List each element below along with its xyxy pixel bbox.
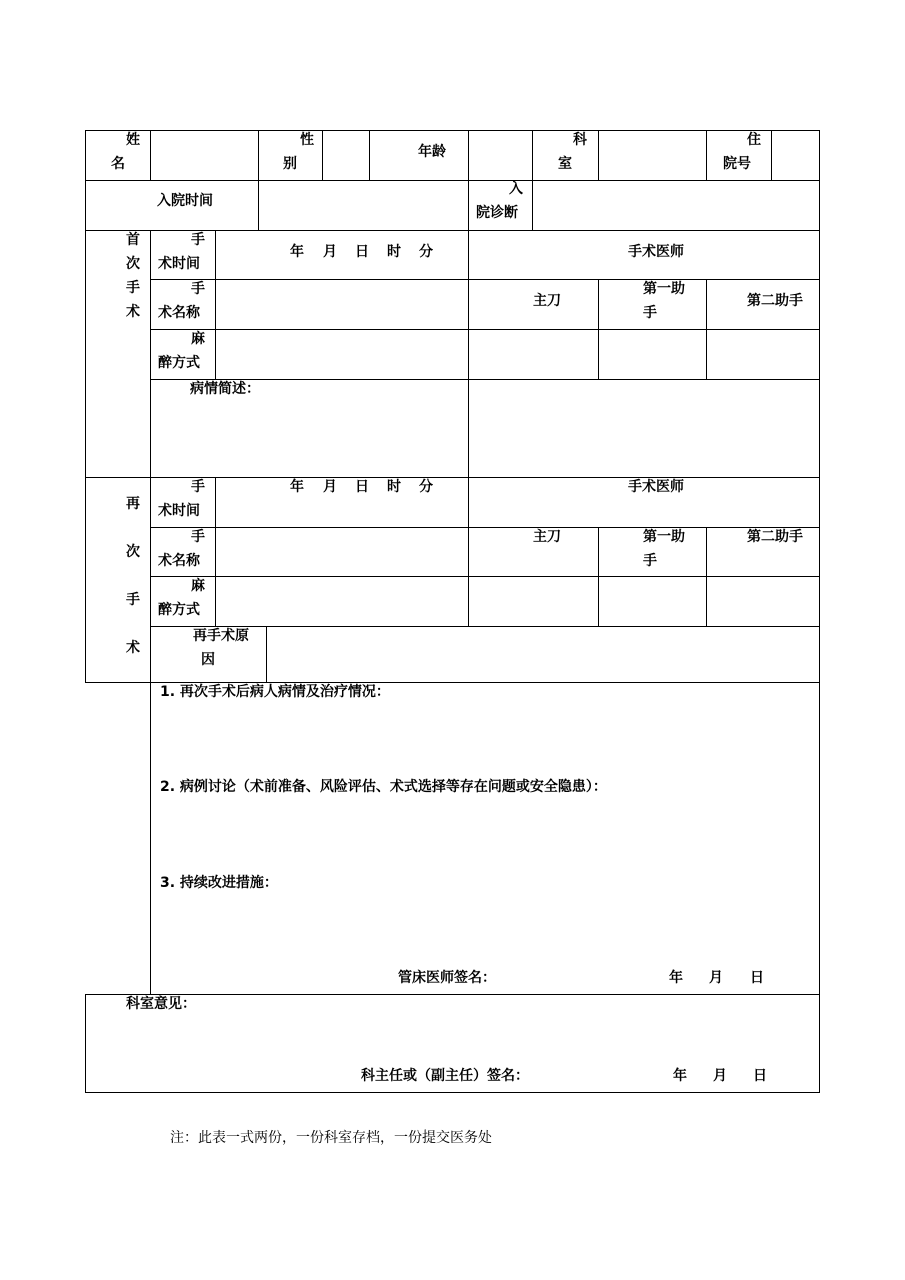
rule-left-bottom [85,994,86,1093]
name-label-2: 名 [111,156,125,172]
age-label: 年龄 [418,144,446,160]
rule-fs-name [150,329,820,330]
rule-r1-c6 [532,130,533,230]
ss-op-time-label-1: 手 [191,479,205,495]
ss-date-day: 日 [355,479,369,495]
rule-left [85,130,86,683]
second-surgery-char-1: 再 [126,496,140,512]
fs-op-name-label-1: 手 [191,281,205,297]
ss-date-hour: 时 [387,479,401,495]
rule-fs-label [215,230,216,380]
admit-diag-label-1: 入 [509,181,523,197]
attending-signature-month: 月 [709,970,723,986]
fs-op-name-label-2: 术名称 [158,305,200,321]
fs-date-month: 月 [323,244,337,260]
first-surgery-char-1: 首 [126,232,140,248]
fs-date-day: 日 [355,244,369,260]
rule-ss-label [215,477,216,627]
ss-surgeon-label: 手术医师 [628,479,684,495]
admit-diag-label-2: 院诊断 [476,205,518,221]
ss-second-assist-label: 第二助手 [747,529,803,545]
fs-condition-summary-label: 病情简述： [190,381,260,397]
ss-reason-label-1: 再手术原 [193,628,249,644]
ss-date-month: 月 [323,479,337,495]
attending-signature-label: 管床医师签名： [398,970,496,986]
hosp-no-label-2: 院号 [723,156,751,172]
name-label-1: 姓 [126,132,140,148]
fs-chief-label: 主刀 [533,293,561,309]
item-1-heading: 1. 再次手术后病人病情及治疗情况： [160,684,390,700]
fs-op-time-label-2: 术时间 [158,256,200,272]
rule-ss-name [150,576,820,577]
rule-inner-left-2 [150,230,151,995]
department-opinion-label: 科室意见： [126,996,196,1012]
director-signature-month: 月 [713,1068,727,1084]
rule-r1-c4 [369,130,370,180]
first-surgery-char-3: 手 [126,280,140,296]
fs-anes-label-1: 麻 [191,331,205,347]
item-3-heading: 3. 持续改进措施： [160,875,278,891]
fs-date-hour: 时 [387,244,401,260]
rule-r1-c8 [706,130,707,180]
ss-anes-label-2: 醉方式 [158,602,200,618]
fs-date-year: 年 [290,244,304,260]
rule-ss-chief [598,527,599,627]
ss-date-minute: 分 [419,479,433,495]
rule-r1-c3 [322,130,323,180]
rule-r1-c5 [468,130,469,478]
sex-label-2: 别 [283,156,297,172]
footnote: 注：此表一式两份，一份科室存档，一份提交医务处 [170,1130,492,1146]
first-surgery-char-4: 术 [126,304,140,320]
rule-ss-reason [266,626,267,683]
rule-ss-anes [150,626,820,627]
rule-row1 [85,180,820,181]
rule-ss-time [150,527,820,528]
ss-op-time-label-2: 术时间 [158,503,200,519]
rule-fs-chief [598,279,599,380]
rule-r1-c9 [771,130,772,180]
sex-label-1: 性 [300,132,314,148]
rule-right [819,130,820,1093]
attending-signature-year: 年 [669,970,683,986]
fs-anes-label-2: 醉方式 [158,355,200,371]
item-2-heading: 2. 病例讨论（术前准备、风险评估、术式选择等存在问题或安全隐患）： [160,779,607,795]
rule-top [85,130,820,131]
second-surgery-char-2: 次 [126,544,140,560]
fs-surgeon-label: 手术医师 [628,244,684,260]
rule-fs-assist [706,279,707,380]
director-signature-year: 年 [673,1068,687,1084]
rule-bottom [85,1092,820,1093]
second-surgery-char-4: 术 [126,640,140,656]
ss-reason-label-2: 因 [201,652,215,668]
ss-first-assist-label-2: 手 [643,553,657,569]
rule-fs-time [150,279,820,280]
fs-second-assist-label: 第二助手 [747,293,803,309]
attending-signature-day: 日 [750,970,764,986]
fs-first-assist-label-1: 第一助 [643,281,685,297]
ss-date-year: 年 [290,479,304,495]
ss-anes-label-1: 麻 [191,578,205,594]
director-signature-day: 日 [753,1068,767,1084]
ss-op-name-label-1: 手 [191,529,205,545]
director-signature-label: 科主任或（副主任）签名： [361,1068,529,1084]
dept-label-2: 室 [558,156,572,172]
rule-ss-assist [706,527,707,627]
fs-first-assist-label-2: 手 [643,305,657,321]
dept-label-1: 科 [573,132,587,148]
rule-r1-c7 [598,130,599,180]
hosp-no-label-1: 住 [747,132,761,148]
ss-first-assist-label-1: 第一助 [643,529,685,545]
admit-time-label: 入院时间 [157,193,213,209]
rule-inner-left [150,130,151,181]
rule-r1-c2 [258,130,259,230]
fs-date-minute: 分 [419,244,433,260]
first-surgery-char-2: 次 [126,256,140,272]
ss-chief-label: 主刀 [533,529,561,545]
fs-op-time-label-1: 手 [191,232,205,248]
second-surgery-char-3: 手 [126,592,140,608]
rule-ss-surgeon [468,477,469,627]
ss-op-name-label-2: 术名称 [158,553,200,569]
